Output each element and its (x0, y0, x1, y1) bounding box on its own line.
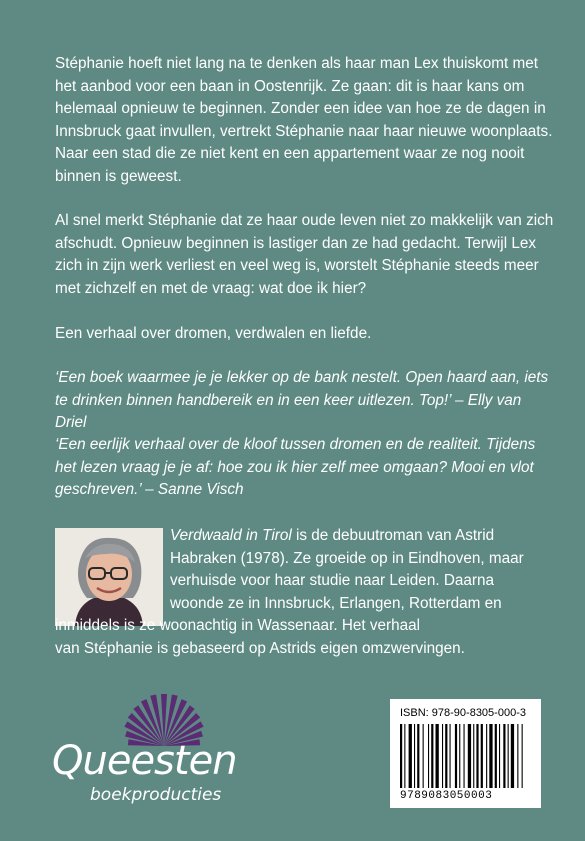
bio-line-1 (55, 525, 555, 548)
bio-line-4: woonde ze in Innsbruck, Erlangen, Rotterdam en (170, 594, 502, 612)
blurb-paragraph-1: Stéphanie hoeft niet lang na te denken als haar man Lex thuiskomt met het aanbod voor een baan in Oostenrijk. Ze gaan: dit is haar kans om helemaal opnieuw te beginnen. Zonder een idee van hoe ze de dagen in Innsbruck gaat invullen, vertrekt Stéphanie naar haar nieuwe woonplaats. Naar een stad die ze niet kent en een appartement waar ze nog nooit binnen is geweest. (55, 55, 553, 185)
bio-line-5: inmiddels is ze woonachtig in Wassenaar. Het verhaal (55, 617, 421, 634)
barcode-digits: 9789083050003 (400, 790, 493, 802)
review-quote-2: ‘Een eerlijk verhaal over de kloof tussen dromen en de realiteit. Tijdens het lezen vraag je je af: hoe zou ik hier zelf mee omgaan? Mooi en vlot geschreven.’ – Sanne Visch (55, 436, 536, 498)
blurb-tagline: Een verhaal over dromen, verdwalen en liefde. (55, 325, 372, 342)
review-quote-1: ‘Een boek waarmee je je lekker op de bank nestelt. Open haard aan, iets te drinken binnen handbereik en in een keer uitlezen. Top!’ – Elly van Driel (55, 369, 549, 431)
publisher-subtitle: boekproducties (90, 785, 222, 805)
isbn-barcode (390, 699, 541, 808)
bio-line-2: Habraken (1978). Ze groeide op in Eindhoven, maar (170, 549, 524, 567)
barcode-bars (400, 724, 531, 788)
publisher-name: Queesten (52, 738, 237, 784)
bio-book-title: Verdwaald in Tirol (170, 527, 292, 544)
author-bio (55, 525, 555, 660)
bio-line-6: van Stéphanie is gebaseerd op Astrids eigen omzwervingen. (55, 639, 465, 657)
bio-line-1-text: is de debuutroman van Astrid (291, 527, 495, 544)
bio-line-3: verhuisde voor haar studie naar Leiden. Daarna (170, 572, 494, 589)
isbn-label: ISBN: 978-90-8305-000-3 (400, 707, 526, 719)
blurb-paragraph-2: Al snel merkt Stéphanie dat ze haar oude leven niet zo makkelijk van zich afschudt. Opnieuw beginnen is lastiger dan ze had gedacht. Terwijl Lex zich in zijn werk verliest en veel weg is, worstelt Stéphanie steeds meer met zichzelf en met de vraag: wat doe ik hier? (55, 212, 554, 297)
publisher-logo (52, 690, 252, 810)
